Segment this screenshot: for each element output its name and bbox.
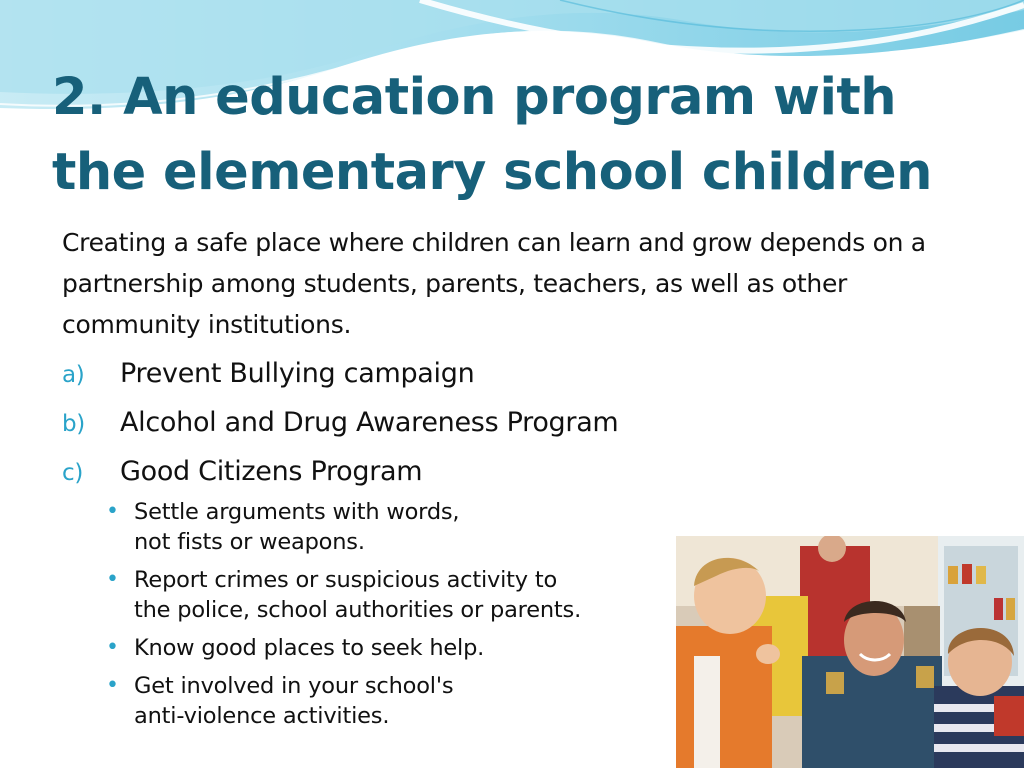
- program-label: Alcohol and Drug Awareness Program: [120, 407, 619, 438]
- slide-title: 2. An education program with the elementary school children: [52, 68, 932, 202]
- program-label: Prevent Bullying campaign: [120, 358, 475, 389]
- bullet-text-line: Settle arguments with words,: [134, 499, 460, 525]
- bullet-text-line: Get involved in your school's: [134, 673, 454, 699]
- program-label: Good Citizens Program: [120, 456, 423, 487]
- police-officer-with-children-photo: [676, 536, 1024, 768]
- intro-paragraph: Creating a safe place where children can learn and grow depends on a partnership among students, parents, teachers, as well as other community institutions.: [62, 228, 926, 339]
- bullet-text-line: not fists or weapons.: [134, 529, 365, 555]
- bullet-item: [104, 671, 664, 731]
- bullet-item: [104, 633, 664, 663]
- bullet-dot-icon: •: [106, 567, 119, 592]
- bullet-text-line: anti-violence activities.: [134, 703, 390, 729]
- list-marker: a): [62, 362, 85, 388]
- bullet-dot-icon: •: [106, 673, 119, 698]
- list-marker: b): [62, 411, 85, 437]
- list-marker: c): [62, 460, 84, 486]
- citizen-bullet-list: [104, 497, 664, 739]
- bullet-text-line: Report crimes or suspicious activity to: [134, 567, 558, 593]
- bullet-text-line: the police, school authorities or parents.: [134, 597, 582, 623]
- bullet-item: [104, 565, 664, 625]
- bullet-item: [104, 497, 664, 557]
- bullet-dot-icon: •: [106, 635, 119, 660]
- bullet-dot-icon: •: [106, 499, 119, 524]
- bullet-text-line: Know good places to seek help.: [134, 635, 485, 661]
